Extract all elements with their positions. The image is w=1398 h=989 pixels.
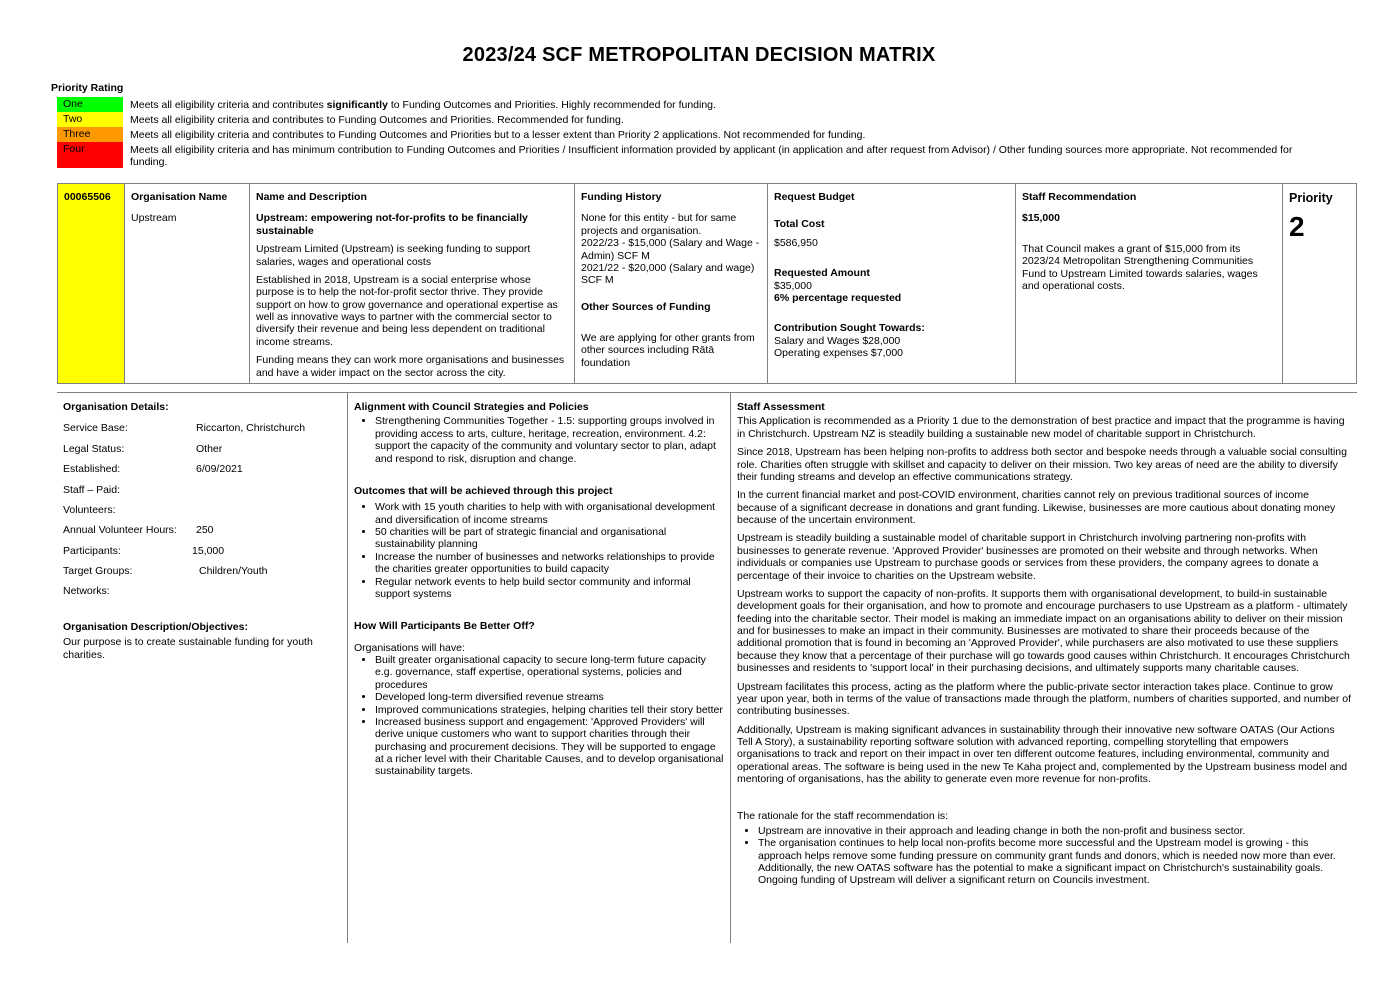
percentage-requested: 6% percentage requested	[774, 291, 902, 304]
staff-recommendation-text: That Council makes a grant of $15,000 from its 2023/24 Metropolitan Strengthening Communities Fund to Upstream Limited towards salaries, wages and operational costs.	[1022, 242, 1258, 292]
total-cost-value: $586,950	[774, 236, 818, 249]
assessment-para: This Application is recommended as a Priority 1 due to the demonstration of best practice and impact that the programme is having in Christchurch. Upstream NZ is steadily building a sustainable new model of charitable support in Christchurch.	[737, 415, 1345, 440]
assessment-para: Upstream facilitates this process, acting as the platform where the public-private sector interaction takes place. Continue to grow year upon year, both in terms of the value of transactions made through the platform, numbers of charities supported, and number of contributing businesses.	[737, 680, 1352, 718]
list-item: • Increased business support and engagement: 'Approved Providers' will derive unique customers who want to support charities through their purchasing and procurement decisions. They will be supported to engage at a richer level with their Charitable Causes, and to develop organisational sustainability targets.	[375, 716, 724, 778]
requested-amount-label: Requested Amount	[774, 267, 870, 280]
priority-legend	[57, 97, 1317, 169]
other-sources-text: We are applying for other grants from other sources including Rātā foundation	[581, 332, 755, 369]
priority-heading: Priority	[1289, 191, 1333, 205]
detail-row-legal-status: Legal Status: Other	[63, 442, 223, 455]
list-item: • Upstream are innovative in their approach and leading change in both the non-profit and business sector.	[758, 825, 1351, 837]
request-budget-heading: Request Budget	[774, 191, 855, 203]
detail-row-networks: Networks:	[63, 585, 110, 598]
name-description-cell	[250, 184, 575, 383]
decision-matrix-table	[57, 183, 1357, 384]
legend-swatch-four: Four	[57, 142, 123, 168]
funding-history-cell	[575, 184, 768, 383]
legend-row-two	[57, 112, 1317, 127]
requested-amount-value: $35,000	[774, 279, 812, 292]
better-off-heading: How Will Participants Be Better Off?	[354, 620, 535, 633]
staff-recommendation-amount: $15,000	[1022, 212, 1060, 225]
list-item: • Developed long-term diversified revenue streams	[375, 691, 724, 703]
contribution-line: Salary and Wages $28,000	[774, 334, 901, 347]
list-item: • Increase the number of businesses and networks relationships to provide the charities greater opportunities to build capacity	[375, 551, 724, 576]
organisation-details-heading: Organisation Details:	[63, 401, 169, 413]
other-sources-heading: Other Sources of Funding	[581, 300, 711, 313]
list-item: • Work with 15 youth charities to help with with organisational development and diversification of income streams	[375, 501, 724, 526]
legend-text-four: Meets all eligibility criteria and has minimum contribution to Funding Outcomes and Priorities / Insufficient information provided by applicant (in application and after request from Advisor) / Other funding sources more appropriate. Not recommended for funding.	[130, 144, 1293, 169]
better-off-list	[354, 654, 724, 778]
request-budget-cell	[768, 184, 1016, 383]
name-description-heading: Name and Description	[256, 191, 367, 203]
priority-cell	[1283, 184, 1356, 383]
organisation-description-text: Our purpose is to create sustainable funding for youth charities.	[63, 636, 313, 661]
detail-row-volunteers: Volunteers:	[63, 503, 116, 516]
details-section	[57, 392, 1357, 943]
staff-recommendation-cell	[1016, 184, 1283, 383]
organisation-name: Upstream	[131, 212, 177, 225]
organisation-name-heading: Organisation Name	[131, 191, 228, 203]
application-id-cell	[58, 184, 125, 383]
staff-recommendation-heading: Staff Recommendation	[1022, 191, 1137, 203]
legend-swatch-one: One	[57, 97, 123, 112]
legend-row-one	[57, 97, 1317, 112]
staff-assessment-heading: Staff Assessment	[737, 401, 825, 413]
organisation-name-cell	[125, 184, 250, 383]
detail-row-service-base: Service Base: Riccarton, Christchurch	[63, 422, 306, 435]
list-item: • Improved communications strategies, helping charities tell their story better	[375, 704, 724, 716]
organisation-description-heading: Organisation Description/Objectives:	[63, 620, 248, 633]
legend-text-three: Meets all eligibility criteria and contributes to Funding Outcomes and Priorities but to a lesser extent than Priority 2 applications. Not recommended for funding.	[130, 129, 866, 141]
legend-row-three	[57, 127, 1317, 142]
detail-row-staff-paid: Staff – Paid:	[63, 483, 121, 496]
list-item: • 50 charities will be part of strategic financial and organisational sustainability planning	[375, 526, 724, 551]
funding-history-line: None for this entity - but for same projects and organisation.	[581, 212, 737, 237]
legend-text-two: Meets all eligibility criteria and contributes to Funding Outcomes and Priorities. Recommended for funding.	[130, 114, 624, 126]
alignment-column	[348, 393, 731, 943]
list-item: • The organisation continues to help local non-profits become more successful and the Upstream model is growing - this approach helps remove some funding pressure on community grant funds and donors, which is needed now more than ever. Additionally, the new OATAS software has the potential to make a significant impact on Christchurch's sustainability goals. Ongoing funding of Upstream will deliver a significant return on Councils investment.	[758, 837, 1351, 887]
outcomes-heading: Outcomes that will be achieved through this project	[354, 484, 613, 497]
description-para: Upstream Limited (Upstream) is seeking funding to support salaries, wages and operational costs	[256, 243, 531, 268]
staff-assessment-column	[731, 393, 1357, 943]
assessment-para: Upstream works to support the capacity of non-profits. It supports them with organisational development, to build-in sustainable development goals for their organisation, and how to promote and encourage purchasers to use Upstream as a platform - ultimately feeding into the charitable sector. Their model is making an immediate impact on an organisations ability to deliver on their mission and for businesses to make an impact in their community. Businesses are motivated to share their proceeds because of the additional promotion that is found in becoming an 'Approved Provider', while purchasers are also motivated to use these suppliers because they know that a percentage of their purchase will go towards good causes within Christchurch. It encourages Christchurch businesses and residents to 'support local' in their purchasing decisions, and ultimately supports many charitable causes.	[737, 587, 1350, 675]
total-cost-label: Total Cost	[774, 218, 825, 231]
legend-row-four	[57, 142, 1317, 169]
legend-swatch-three: Three	[57, 127, 123, 142]
project-title: Upstream: empowering not-for-profits to be financially sustainable	[256, 212, 528, 237]
detail-row-target-groups: Target Groups: Children/Youth	[63, 565, 268, 577]
assessment-para: Upstream is steadily building a sustainable model of charitable support in Christchurch involving partnering non-profits with businesses to generate revenue. 'Approved Provider' businesses are promoted on their website and through networks. When individuals or companies use Upstream to purchase goods or services from these providers, the company agrees to donate a percentage of their invoice to charities on the Upstream website.	[737, 532, 1319, 582]
rationale-intro: The rationale for the staff recommendation is:	[737, 809, 949, 822]
priority-value: 2	[1289, 210, 1305, 242]
description-para: Funding means they can work more organisations and businesses and have a wider impact on the sector across the city.	[256, 354, 565, 379]
alignment-heading: Alignment with Council Strategies and Policies	[354, 401, 589, 413]
list-item: • Built greater organisational capacity to secure long-term future capacity e.g. governance, staff expertise, operational systems, policies and procedures	[375, 654, 724, 691]
priority-rating-heading: Priority Rating	[51, 82, 124, 94]
funding-history-line: 2021/22 - $20,000 (Salary and wage) SCF M	[581, 261, 755, 287]
alignment-list	[354, 415, 724, 465]
legend-swatch-two: Two	[57, 112, 123, 127]
description-para: Established in 2018, Upstream is a social enterprise whose purpose is to help the not-for-profit sector thrive. They provide support on how to grow governance and operational expertise as well as innovative ways to partner with the commercial sector to diversify their revenue and being less dependent on traditional income streams.	[256, 273, 558, 348]
contribution-label: Contribution Sought Towards:	[774, 322, 925, 335]
contribution-line: Operating expenses $7,000	[774, 347, 904, 359]
detail-row-volunteer-hours: Annual Volunteer Hours: 250	[63, 524, 214, 537]
legend-text-one: Meets all eligibility criteria and contributes significantly to Funding Outcomes and Priorities. Highly recommended for funding.	[130, 99, 716, 111]
list-item: • Regular network events to help build sector community and informal support systems	[375, 576, 724, 601]
detail-row-established: Established: 6/09/2021	[63, 463, 243, 476]
assessment-para: Additionally, Upstream is making significant advances in sustainability through their innovative new software OATAS (Our Actions Tell A Story), a sustainability reporting software solution with advanced reporting, compelling storytelling that empowers organisations to track and report on their impact in over ten different outcome features, including environmental, community and operational areas. The software is being used in the new Te Kaha project and, complemented by the Upstream business model and mentoring of organisations, has the ability to generate even more revenue for non-profits.	[737, 723, 1348, 786]
assessment-para: Since 2018, Upstream has been helping non-profits to address both sector and bespoke needs through a valuable social consulting role. Charities often struggle with skillset and capacity to deliver on their mission. Two key areas of need are the ability to diversify their funding streams and develop an effective communications strategy.	[737, 446, 1347, 483]
organisation-details-column	[57, 393, 348, 943]
detail-row-participants: Participants: 15,000	[63, 544, 225, 557]
rationale-list	[737, 825, 1351, 887]
application-id: 00065506	[64, 191, 111, 203]
outcomes-list	[354, 501, 724, 600]
document-title: 2023/24 SCF METROPOLITAN DECISION MATRIX	[462, 44, 936, 66]
better-off-intro: Organisations will have:	[354, 641, 465, 654]
assessment-para: In the current financial market and post-COVID environment, charities cannot rely on previous traditional sources of income because of a significant decrease in donations and grant funding. Likewise, businesses are more cautious about donating money because of the uncertain environment.	[737, 489, 1336, 526]
funding-history-heading: Funding History	[581, 191, 662, 203]
list-item: • Strengthening Communities Together - 1.5: supporting groups involved in providing access to arts, culture, heritage, recreation, environment. 4.2: support the capacity of the community and voluntary sector to plan, adapt and respond to risk, disruption and change.	[375, 415, 724, 465]
funding-history-line: 2022/23 - $15,000 (Salary and Wage - Admin) SCF M	[581, 237, 760, 262]
